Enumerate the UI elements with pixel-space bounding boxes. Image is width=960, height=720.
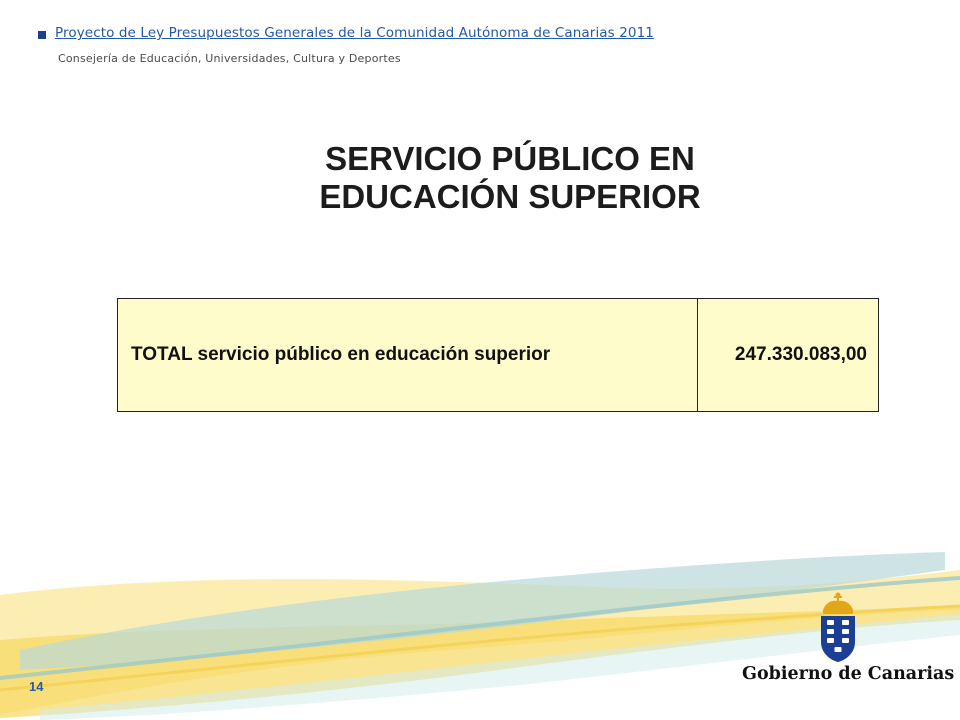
logo-text: Gobierno de Canarias bbox=[742, 664, 955, 684]
square-bullet-icon bbox=[38, 31, 46, 39]
gobierno-logo bbox=[742, 592, 955, 692]
title-line-2: EDUCACIÓN SUPERIOR bbox=[319, 178, 701, 215]
total-table bbox=[117, 298, 879, 412]
total-value: 247.330.083,00 bbox=[698, 299, 879, 412]
header-subtitle: Consejería de Educación, Universidades, Cultura y Deportes bbox=[58, 52, 401, 65]
page-title bbox=[220, 140, 800, 216]
total-label: TOTAL servicio público en educación superior bbox=[118, 299, 698, 412]
title-line-1: SERVICIO PÚBLICO EN bbox=[325, 140, 695, 177]
page-number: 14 bbox=[29, 679, 44, 694]
header-link[interactable]: Proyecto de Ley Presupuestos Generales de la Comunidad Autónoma de Canarias 2011 bbox=[55, 25, 654, 41]
canarias-crest-icon bbox=[818, 592, 858, 662]
table-row bbox=[118, 299, 879, 412]
